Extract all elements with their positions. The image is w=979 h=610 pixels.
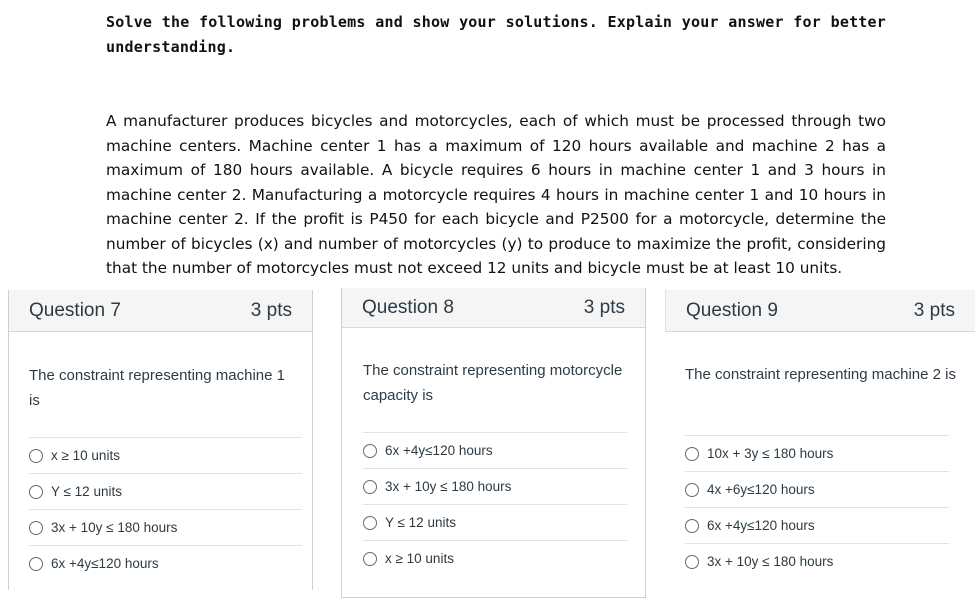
answer-option[interactable] [363,432,627,468]
question-points: 3 pts [583,296,625,318]
radio-button[interactable] [685,483,699,497]
answer-option[interactable] [363,468,627,504]
answer-option[interactable] [29,437,302,473]
answer-option[interactable] [685,507,949,543]
question-header [342,288,645,328]
answer-option-label: 10x + 3y ≤ 180 hours [707,446,834,461]
instructions-text: Solve the following problems and show your solutions. Explain your answer for better understanding. [106,13,886,56]
question-card-8 [341,288,646,598]
answer-option[interactable] [363,504,627,540]
radio-button[interactable] [685,447,699,461]
question-points: 3 pts [913,299,955,321]
question-title: Question 9 [686,299,778,321]
radio-button[interactable] [29,521,43,535]
question-title: Question 8 [362,296,454,318]
answer-option-label: 3x + 10y ≤ 180 hours [51,520,178,535]
radio-button[interactable] [363,444,377,458]
radio-button[interactable] [29,557,43,571]
answer-options [685,435,949,579]
answer-option-label: 6x +4y≤120 hours [51,556,159,571]
answer-option[interactable] [685,435,949,471]
radio-button[interactable] [29,485,43,499]
question-text: The constraint representing machine 2 is [685,366,956,383]
answer-option-label: 6x +4y≤120 hours [707,518,815,533]
radio-button[interactable] [363,552,377,566]
question-text: The constraint representing motorcycle capacity is [363,362,623,404]
problem-statement: A manufacturer produces bicycles and motorcycles, each of which must be processed through two machine centers. Machine center 1 has a maximum of 120 hours available and machine 2 has a maximum of 180 hours available. A bicycle requires 6 hours in machine center 1 and 3 hours in machine center 2. Manufacturing a motorcycle requires 4 hours in machine center 1 and 10 hours in machine center 2. If the profit is P450 for each bicycle and P2500 for a motorcycle, determine the number of bicycles (x) and number of motorcycles (y) to produce to maximize the profit, considering that the number of motorcycles must not exceed 12 units and bicycle must be at least 10 units. [106,112,886,277]
answer-option-label: Y ≤ 12 units [385,515,456,530]
question-header [9,290,312,332]
answer-option-label: x ≥ 10 units [385,551,454,566]
answer-option-label: 4x +6y≤120 hours [707,482,815,497]
question-title: Question 7 [29,299,121,321]
answer-option[interactable] [29,473,302,509]
question-points: 3 pts [250,299,292,321]
radio-button[interactable] [363,516,377,530]
answer-option-label: 3x + 10y ≤ 180 hours [707,554,834,569]
answer-option[interactable] [685,543,949,579]
question-text: The constraint representing machine 1 is [29,367,285,409]
question-header [665,290,975,332]
answer-option[interactable] [29,509,302,545]
answer-option-label: x ≥ 10 units [51,448,120,463]
question-card-7 [8,290,313,590]
answer-option-label: 3x + 10y ≤ 180 hours [385,479,512,494]
answer-options [363,432,627,576]
question-card-9 [665,290,975,590]
answer-option[interactable] [685,471,949,507]
answer-option-label: Y ≤ 12 units [51,484,122,499]
radio-button[interactable] [685,519,699,533]
answer-options [29,437,302,581]
radio-button[interactable] [29,449,43,463]
radio-button[interactable] [363,480,377,494]
answer-option-label: 6x +4y≤120 hours [385,443,493,458]
radio-button[interactable] [685,555,699,569]
answer-option[interactable] [29,545,302,581]
answer-option[interactable] [363,540,627,576]
